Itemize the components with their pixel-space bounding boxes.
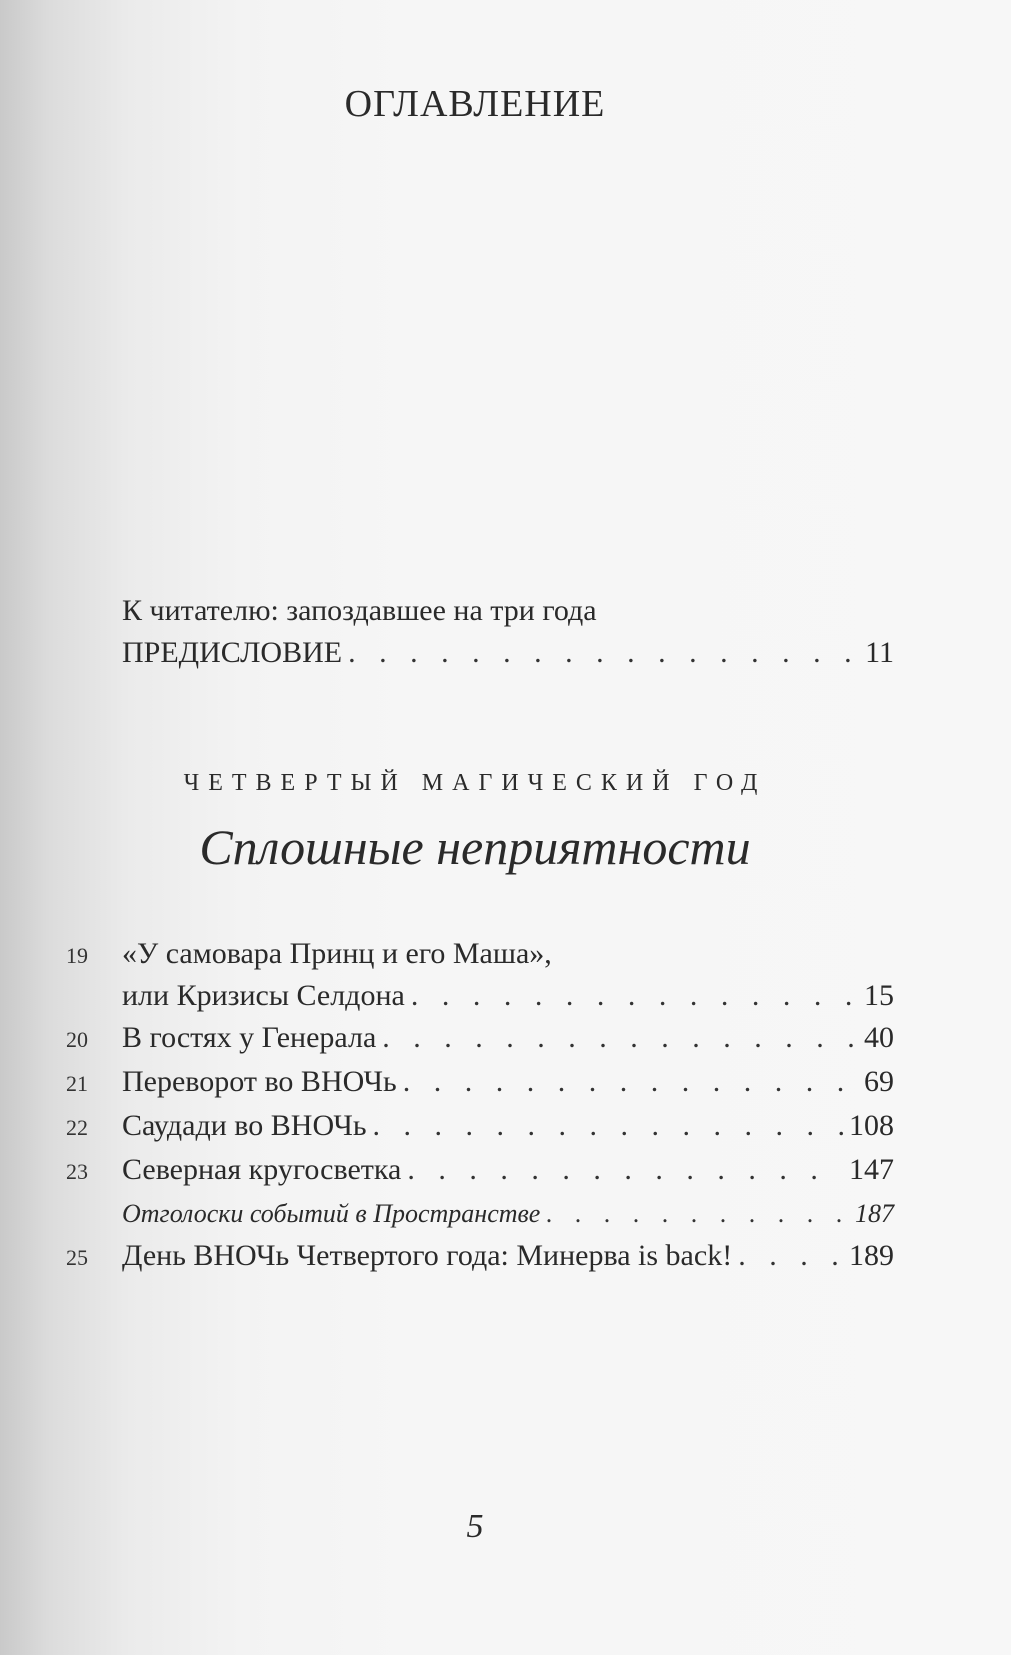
chapter-entry[interactable] <box>66 1235 894 1279</box>
chapter-body <box>122 933 894 1017</box>
part-title: Сплошные неприятности <box>199 819 751 875</box>
chapter-entry[interactable] <box>66 1017 894 1061</box>
preface-line-1: К читателю: запоздавшее на три года <box>122 594 597 627</box>
dot-leader <box>382 1017 858 1059</box>
chapter-title: Северная кругосветка <box>122 1153 402 1186</box>
chapter-number: 25 <box>66 1245 88 1270</box>
chapter-page-number: 189 <box>849 1239 894 1272</box>
chapter-title: День ВНОЧь Четвертого года: Минерва is back! <box>122 1239 733 1272</box>
toc-title: ОГЛАВЛЕНИЕ <box>344 83 606 125</box>
chapter-title: Переворот во ВНОЧь <box>122 1065 397 1098</box>
chapter-title: или Кризисы Селдона <box>122 979 405 1012</box>
chapter-number: 20 <box>66 1027 88 1052</box>
dot-leader <box>403 1061 858 1103</box>
chapter-page-number: 147 <box>849 1153 894 1186</box>
chapter-number: 23 <box>66 1159 88 1184</box>
chapter-number: 21 <box>66 1071 88 1096</box>
dot-leader <box>738 1235 843 1277</box>
page-number: 5 <box>466 1508 484 1545</box>
chapter-body <box>122 1235 894 1277</box>
chapter-entry[interactable] <box>66 933 894 1017</box>
chapter-body <box>122 1017 894 1059</box>
chapter-page-number: 187 <box>855 1199 894 1228</box>
part-label: ЧЕТВЕРТЫЙ МАГИЧЕСКИЙ ГОД <box>183 770 767 796</box>
chapter-title: В гостях у Генерала <box>122 1021 377 1054</box>
chapter-title-row <box>122 1193 894 1235</box>
chapter-page-number: 69 <box>864 1065 894 1098</box>
chapter-entry[interactable] <box>66 1149 894 1193</box>
subchapter-title: Отголоски событий в Пространстве <box>122 1199 541 1228</box>
chapter-title-row <box>122 1235 894 1277</box>
dot-leader <box>348 632 859 674</box>
chapter-page-number: 40 <box>864 1021 894 1054</box>
chapter-entry[interactable] <box>66 1105 894 1149</box>
chapter-number: 19 <box>66 943 88 968</box>
dot-leader <box>546 1193 849 1235</box>
chapter-list <box>66 933 894 1279</box>
chapter-body <box>122 1105 894 1147</box>
dot-leader <box>407 1149 843 1191</box>
chapter-body <box>122 1061 894 1103</box>
chapter-body <box>122 1193 894 1235</box>
chapter-title-row <box>122 1105 894 1147</box>
chapter-title-row <box>122 1017 894 1059</box>
chapter-page-number: 15 <box>864 979 894 1012</box>
preface-entry[interactable] <box>122 590 894 674</box>
chapter-entry[interactable] <box>66 1061 894 1105</box>
dot-leader <box>411 975 858 1017</box>
chapter-title-row <box>122 1061 894 1103</box>
preface-page-number: 11 <box>865 636 894 669</box>
subchapter-entry[interactable] <box>66 1193 894 1235</box>
chapter-title: Саудади во ВНОЧь <box>122 1109 367 1142</box>
preface-heading: ПРЕДИСЛОВИЕ <box>122 636 343 669</box>
chapter-title-line-1: «У самовара Принц и его Маша», <box>122 937 552 970</box>
preface-line-2 <box>122 632 894 674</box>
chapter-title-row <box>122 975 894 1017</box>
chapter-page-number: 108 <box>849 1109 894 1142</box>
dot-leader <box>373 1105 843 1147</box>
chapter-number: 22 <box>66 1115 88 1140</box>
chapter-body <box>122 1149 894 1191</box>
chapter-title-row <box>122 1149 894 1191</box>
